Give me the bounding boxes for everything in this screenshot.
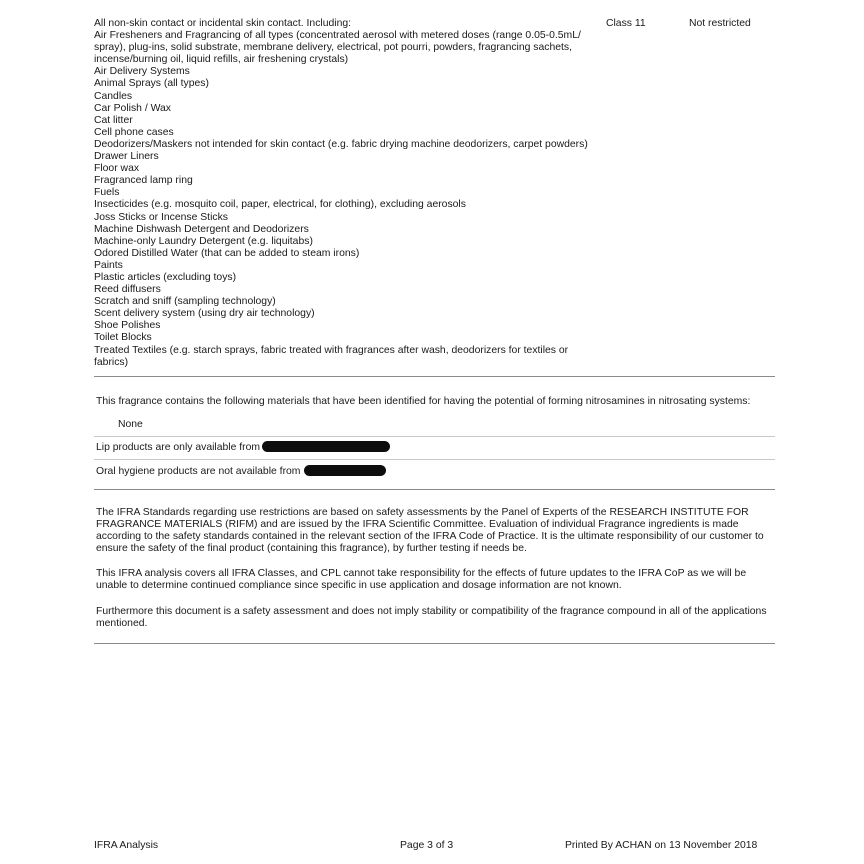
- class-item: Fuels: [94, 187, 120, 199]
- class-item: Deodorizers/Maskers not intended for skin contact (e.g. fabric drying machine deodorizers, carpet powders): [94, 138, 588, 150]
- class-item: Plastic articles (excluding toys): [94, 271, 237, 283]
- class-item: Shoe Polishes: [94, 320, 161, 332]
- divider: [94, 376, 775, 377]
- class-item: fabrics): [94, 356, 129, 368]
- lip-products-text: Lip products are only available from: [96, 442, 261, 453]
- footer-print-info: Printed By ACHAN on 13 November 2018: [565, 840, 758, 851]
- class-label: Class 11: [606, 18, 646, 29]
- class-item: Machine Dishwash Detergent and Deodorizers: [94, 223, 309, 235]
- oral-hygiene-note: [96, 465, 386, 478]
- nitrosamines-value: None: [118, 419, 143, 430]
- class-item: Machine-only Laundry Detergent (e.g. liquitabs): [94, 235, 313, 247]
- divider: [94, 489, 775, 490]
- class-item: Insecticides (e.g. mosquito coil, paper, electrical, for clothing), excluding aerosols: [94, 199, 466, 211]
- class-items-list: [94, 30, 604, 369]
- redaction-mark: [262, 441, 390, 452]
- class-item: Cat litter: [94, 114, 133, 126]
- class-item: Toilet Blocks: [94, 332, 152, 344]
- class-status: Not restricted: [689, 18, 751, 29]
- class-item: Animal Sprays (all types): [94, 78, 209, 90]
- divider: [94, 643, 775, 644]
- divider: [94, 436, 775, 437]
- class-item: Floor wax: [94, 163, 140, 175]
- class-item: Treated Textiles (e.g. starch sprays, fabric treated with fragrances after wash, deodorizers for textiles or: [94, 344, 569, 356]
- oral-hygiene-text: Oral hygiene products are not available from: [96, 466, 301, 477]
- class-item: Joss Sticks or Incense Sticks: [94, 211, 228, 223]
- class-item: Scratch and sniff (sampling technology): [94, 296, 276, 308]
- disclaimer-paragraph: The IFRA Standards regarding use restrictions are based on safety assessments by the Panel of Experts of the RESEARCH INSTITUTE FOR FRAGRANCE MATERIALS (RIFM) and are issued by the IFRA Scientific Committee. Evaluation of individual Fragrance ingredients is made according to the safety standards contained in the relevant section of the IFRA Code of Practice. It is the ultimate responsibility of our customer to ensure the safety of the final product (containing this fragrance), by further testing if needs be.: [96, 507, 764, 555]
- disclaimer-paragraph: This IFRA analysis covers all IFRA Classes, and CPL cannot take responsibility for the effects of future updates to the IFRA CoP as we will be unable to determine continued compliance since specific in use application and dosage information are not known.: [96, 568, 747, 592]
- class-item: Drawer Liners: [94, 151, 159, 163]
- class-item: Scent delivery system (using dry air technology): [94, 308, 315, 320]
- class-intro: All non-skin contact or incidental skin contact. Including:: [94, 18, 352, 29]
- class-item: Car Polish / Wax: [94, 102, 171, 114]
- class-item: Fragranced lamp ring: [94, 175, 193, 187]
- class-description: [94, 18, 604, 369]
- class-item: Odored Distilled Water (that can be added to steam irons): [94, 247, 360, 259]
- redaction-mark: [304, 465, 386, 476]
- divider: [94, 459, 775, 460]
- class-item: Air Fresheners and Fragrancing of all types (concentrated aerosol with metered doses (range 0.05-0.5mL/: [94, 30, 581, 42]
- class-item: Cell phone cases: [94, 126, 174, 138]
- class-item: Candles: [94, 90, 133, 102]
- disclaimer: [96, 507, 768, 643]
- disclaimer-paragraph: Furthermore this document is a safety assessment and does not imply stability or compatibility of the fragrance compound in all of the applications mentioned.: [96, 605, 767, 629]
- class-item: spray), plug-ins, solid substrate, membrane delivery, electrical, pot pourri, powders, fragrancing sachets,: [94, 42, 572, 54]
- class-item: Reed diffusers: [94, 284, 161, 296]
- class-item: incense/burning oil, liquid refills, air freshening crystals): [94, 54, 349, 66]
- class-item: Paints: [94, 259, 123, 271]
- lip-products-note: [96, 441, 390, 454]
- nitrosamines-intro: This fragrance contains the following materials that have been identified for having the potential of forming nitrosamines in nitrosating systems:: [96, 396, 751, 407]
- footer-document-title: IFRA Analysis: [94, 840, 159, 851]
- class-item: Air Delivery Systems: [94, 66, 190, 78]
- footer-page-number: Page 3 of 3: [400, 840, 454, 851]
